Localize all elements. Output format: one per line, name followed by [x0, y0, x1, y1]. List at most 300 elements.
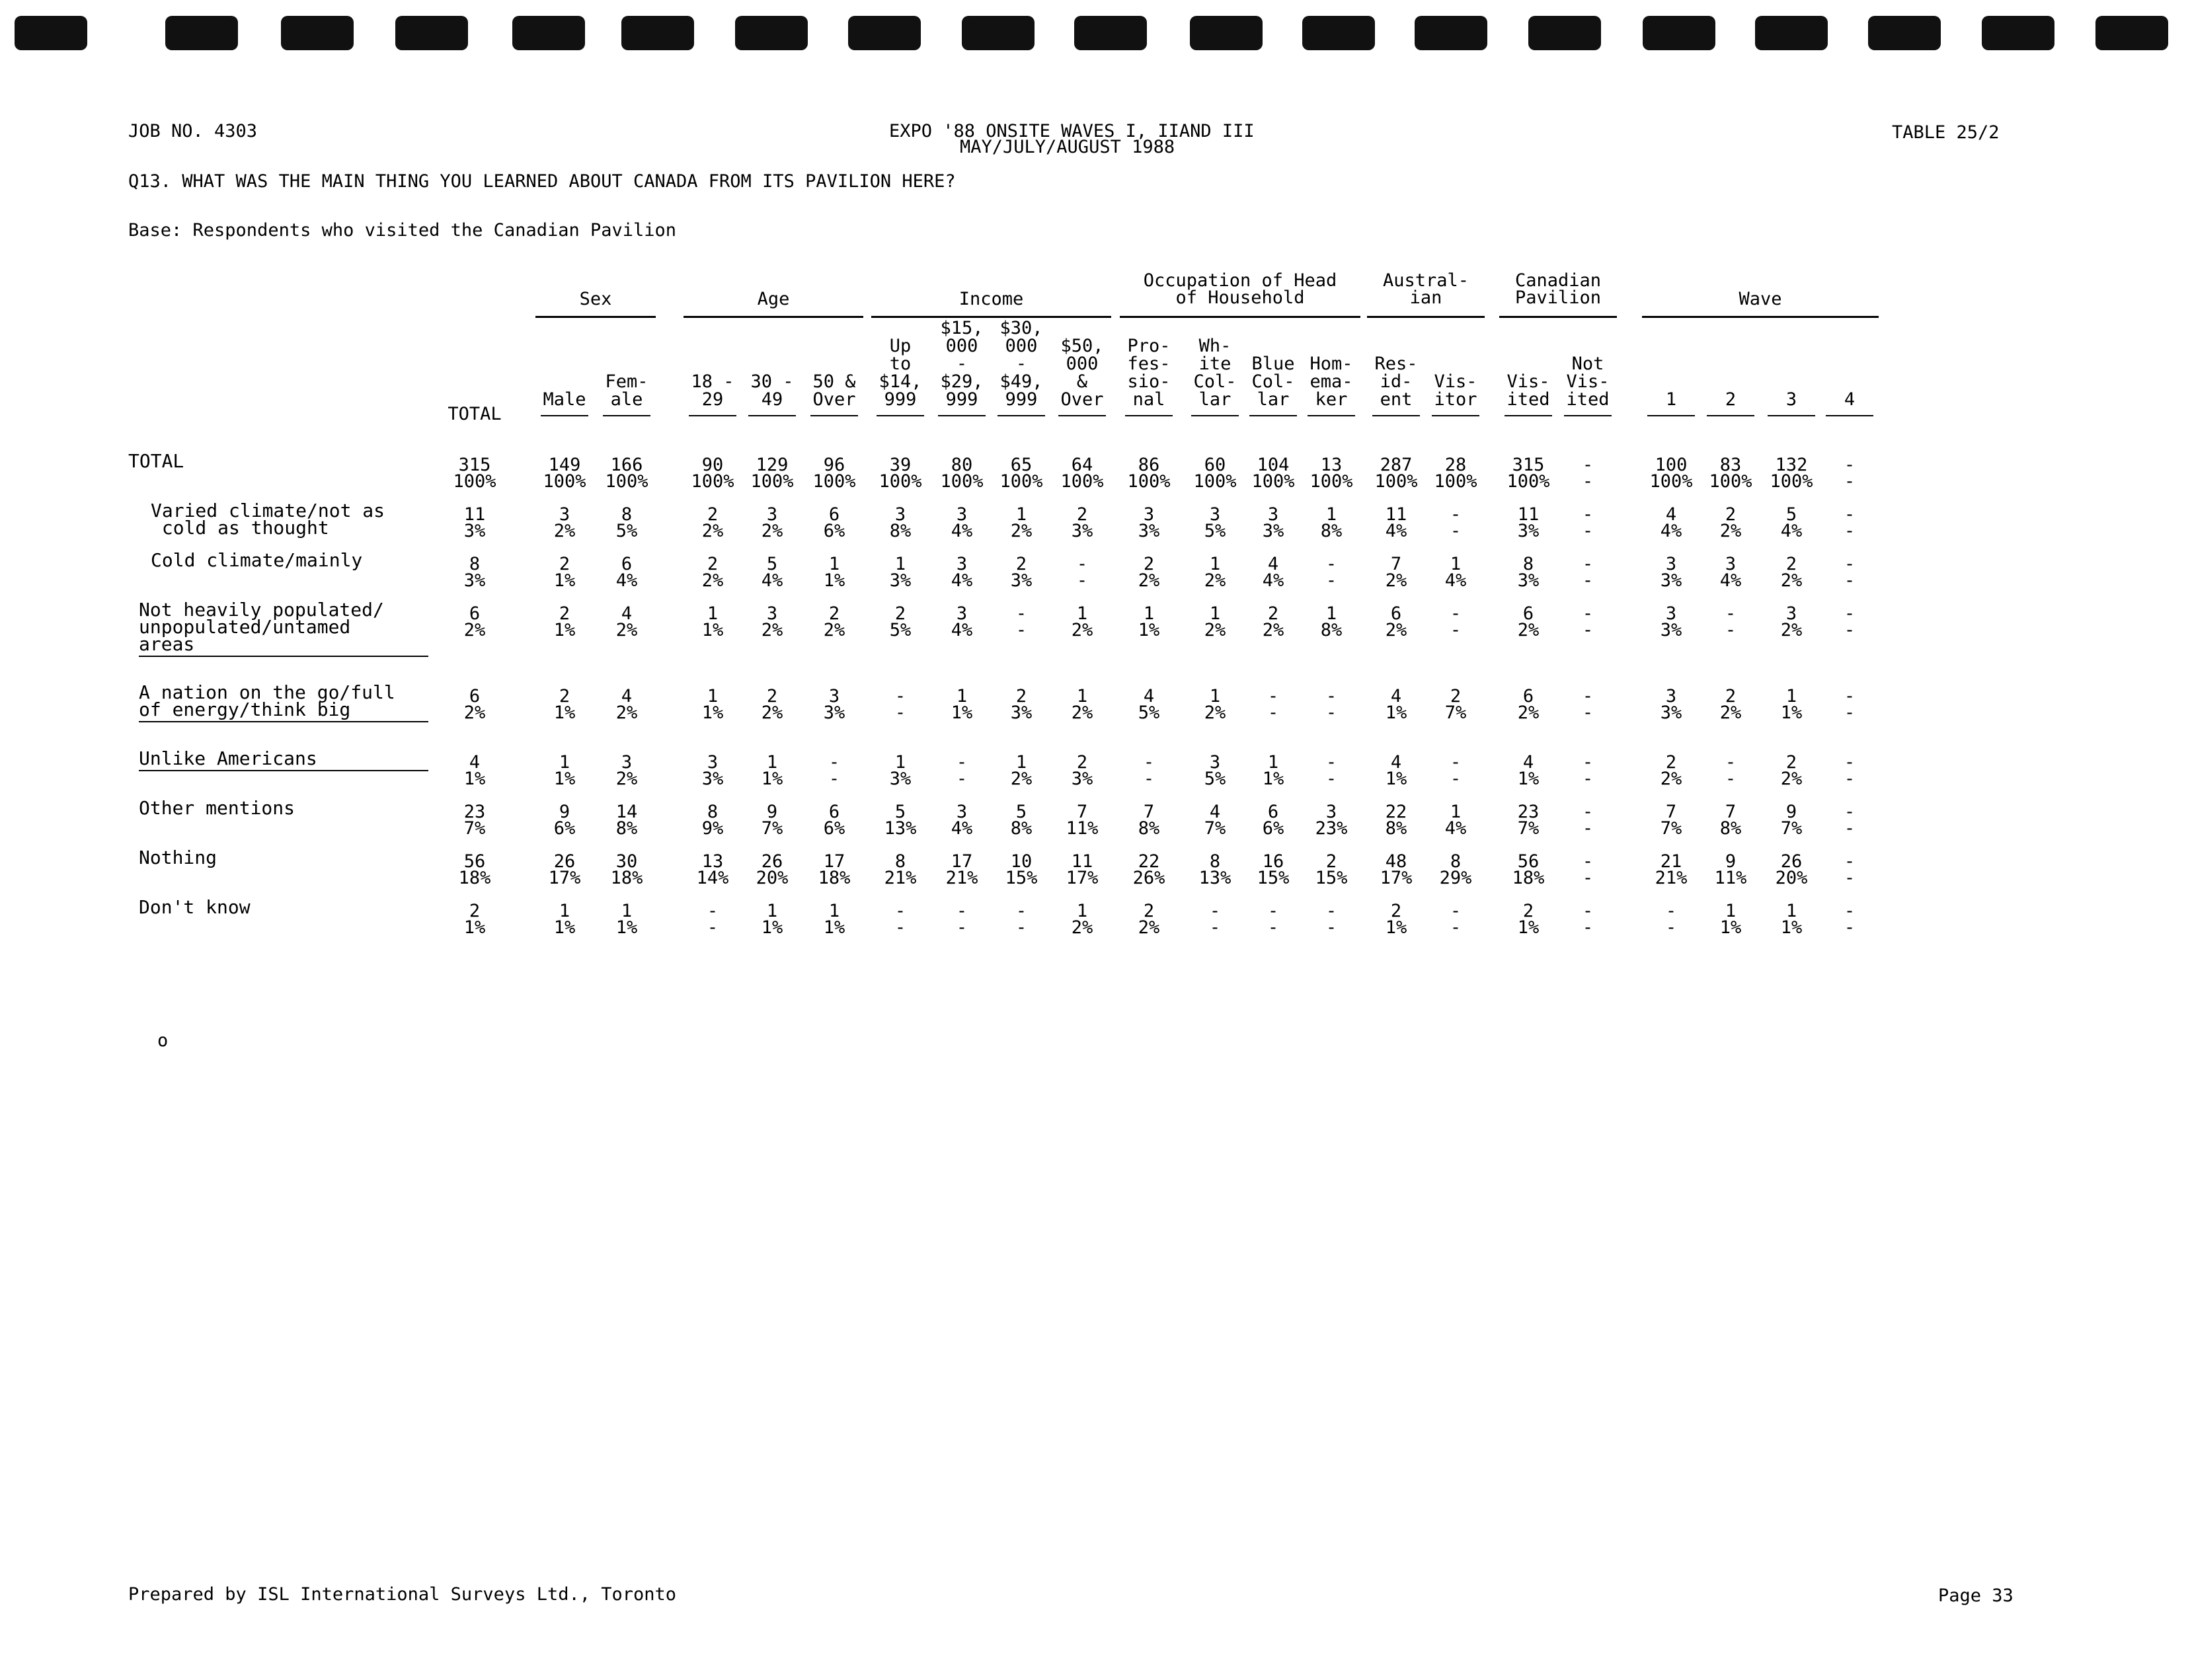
- cell-percent: -: [1450, 620, 1462, 640]
- cell-count: 1: [894, 752, 906, 773]
- cell-percent: 18%: [610, 868, 643, 888]
- cell-percent: 2%: [463, 703, 486, 723]
- column-header-blue-collar: Blue Col- lar: [1251, 354, 1295, 410]
- cell-count: 6: [1267, 802, 1279, 822]
- column-underline: [1308, 415, 1355, 416]
- column-header-visited: Vis- ited: [1506, 371, 1550, 410]
- cell-percent: -: [1582, 521, 1594, 541]
- cell-count: -: [956, 901, 968, 921]
- cell-percent: 8%: [1719, 818, 1742, 839]
- cell-percent: 4%: [615, 570, 638, 591]
- cell-count: 1: [1076, 603, 1088, 624]
- cell-percent: 1%: [553, 917, 576, 938]
- cell-percent: 21%: [1655, 868, 1688, 888]
- group-underline: [871, 316, 1111, 318]
- cell-count: 1: [1143, 603, 1155, 624]
- cell-percent: 1%: [553, 703, 576, 723]
- cell-count: 1: [1785, 686, 1797, 706]
- cell-percent: 4%: [761, 570, 783, 591]
- cell-percent: -: [1267, 703, 1279, 723]
- row-label-not-heavily-populated: Not heavily populated/ unpopulated/untamed areas: [139, 599, 384, 655]
- cell-percent: 21%: [884, 868, 917, 888]
- cell-count: 1: [621, 901, 633, 921]
- cell-count: 26: [1780, 851, 1803, 872]
- cell-count: 26: [553, 851, 576, 872]
- cell-percent: 3%: [1262, 521, 1284, 541]
- cell-percent: 7%: [1517, 818, 1540, 839]
- cell-count: 2: [1785, 554, 1797, 574]
- column-underline: [1505, 415, 1552, 416]
- cell-count: 2: [1665, 752, 1677, 773]
- cell-percent: -: [1582, 769, 1594, 789]
- cell-percent: 1%: [823, 917, 845, 938]
- cell-count: -: [1844, 504, 1856, 525]
- cell-percent: 100%: [1251, 471, 1295, 492]
- cell-count: 11: [1517, 504, 1540, 525]
- cell-count: 22: [1138, 851, 1160, 872]
- cell-count: 4: [1390, 686, 1402, 706]
- column-underline: [1432, 415, 1479, 416]
- cell-percent: 100%: [453, 471, 496, 492]
- column-underline: [1191, 415, 1239, 416]
- cell-count: 100: [1655, 455, 1688, 475]
- cell-count: -: [1844, 851, 1856, 872]
- cell-count: 3: [766, 603, 778, 624]
- cell-percent: 1%: [951, 703, 973, 723]
- cell-count: 1: [1209, 686, 1221, 706]
- cell-count: -: [1582, 603, 1594, 624]
- cell-percent: -: [1450, 917, 1462, 938]
- cell-count: 1: [828, 901, 840, 921]
- cell-count: 3: [956, 554, 968, 574]
- cell-count: 4: [1665, 504, 1677, 525]
- cell-count: 6: [621, 554, 633, 574]
- cell-percent: 2%: [1719, 521, 1742, 541]
- cell-percent: 18%: [1512, 868, 1545, 888]
- cell-count: 2: [1015, 686, 1027, 706]
- cell-count: -: [1015, 603, 1027, 624]
- cell-count: 3: [956, 603, 968, 624]
- cell-percent: 20%: [756, 868, 789, 888]
- cell-percent: 100%: [1127, 471, 1171, 492]
- job-number: JOB NO. 4303: [128, 121, 258, 141]
- row-label-cold-climate: Cold climate/mainly: [151, 549, 363, 571]
- cell-percent: -: [1209, 917, 1221, 938]
- cell-count: 3: [1209, 504, 1221, 525]
- table-number: TABLE 25/2: [1892, 122, 2000, 143]
- column-underline: [1768, 415, 1815, 416]
- cell-count: 7: [1143, 802, 1155, 822]
- cell-count: 3: [956, 802, 968, 822]
- cell-count: 11: [1385, 504, 1407, 525]
- cell-percent: 9%: [701, 818, 724, 839]
- column-underline: [603, 415, 650, 416]
- cell-count: -: [1844, 603, 1856, 624]
- cell-percent: -: [1844, 868, 1856, 888]
- group-underline: [1499, 316, 1617, 318]
- column-underline: [810, 415, 858, 416]
- cell-percent: -: [1015, 917, 1027, 938]
- column-underline: [1647, 415, 1695, 416]
- cell-percent: 3%: [889, 570, 912, 591]
- cell-count: -: [1844, 686, 1856, 706]
- cell-percent: 1%: [761, 769, 783, 789]
- cell-percent: 1%: [553, 570, 576, 591]
- cell-count: 1: [1209, 603, 1221, 624]
- cell-percent: 1%: [463, 769, 486, 789]
- cell-percent: -: [828, 769, 840, 789]
- cell-percent: 18%: [818, 868, 851, 888]
- cell-count: -: [828, 752, 840, 773]
- cell-percent: 21%: [945, 868, 978, 888]
- cell-count: 1: [1450, 554, 1462, 574]
- cell-percent: 8%: [1385, 818, 1407, 839]
- cell-percent: 3%: [463, 521, 486, 541]
- cell-count: 1: [1325, 603, 1337, 624]
- cell-percent: 4%: [1660, 521, 1682, 541]
- cell-count: 2: [828, 603, 840, 624]
- cell-count: 30: [615, 851, 638, 872]
- column-header-not-visited: Not Vis- ited: [1566, 354, 1610, 410]
- cell-count: 7: [1725, 802, 1737, 822]
- cell-count: 4: [1267, 554, 1279, 574]
- question-text: Q13. WHAT WAS THE MAIN THING YOU LEARNED ABOUT CANADA FROM ITS PAVILION HERE?: [128, 171, 956, 192]
- cell-percent: 4%: [1385, 521, 1407, 541]
- cell-count: -: [1325, 901, 1337, 921]
- column-underline: [1826, 415, 1873, 416]
- column-underline: [1564, 415, 1612, 416]
- cell-count: 2: [1267, 603, 1279, 624]
- cell-percent: 2%: [1385, 570, 1407, 591]
- cell-count: 5: [1785, 504, 1797, 525]
- cell-percent: 17%: [1380, 868, 1413, 888]
- cell-percent: 100%: [999, 471, 1043, 492]
- cell-count: 1: [1076, 901, 1088, 921]
- group-underline: [1642, 316, 1879, 318]
- cell-percent: -: [707, 917, 719, 938]
- cell-count: 1: [1725, 901, 1737, 921]
- cell-count: 1: [894, 554, 906, 574]
- column-underline: [877, 415, 924, 416]
- cell-count: 16: [1262, 851, 1284, 872]
- column-header-wave-2: 2: [1725, 389, 1737, 410]
- cell-percent: -: [1725, 620, 1737, 640]
- cell-percent: 3%: [1010, 570, 1033, 591]
- cell-percent: -: [1076, 570, 1088, 591]
- cell-count: 3: [894, 504, 906, 525]
- column-group-header: Income: [958, 289, 1024, 309]
- cell-count: 166: [610, 455, 643, 475]
- cell-percent: -: [1325, 570, 1337, 591]
- cell-percent: 2%: [1071, 917, 1093, 938]
- column-group-header: Austral- ian: [1382, 270, 1469, 308]
- cell-count: 39: [889, 455, 912, 475]
- cell-count: -: [1844, 455, 1856, 475]
- cell-count: 1: [1209, 554, 1221, 574]
- cell-count: 8: [1209, 851, 1221, 872]
- cell-percent: 2%: [1780, 620, 1803, 640]
- cell-count: 11: [1071, 851, 1093, 872]
- cell-count: -: [1582, 752, 1594, 773]
- page-mark: o: [157, 1030, 169, 1051]
- row-label-nothing: Nothing: [139, 847, 217, 868]
- cell-count: 86: [1138, 455, 1160, 475]
- cell-count: 22: [1385, 802, 1407, 822]
- column-group-header: Sex: [579, 289, 612, 309]
- cell-count: -: [1844, 802, 1856, 822]
- cell-count: 1: [766, 752, 778, 773]
- cell-percent: 15%: [1315, 868, 1348, 888]
- cell-percent: 3%: [701, 769, 724, 789]
- cell-percent: -: [1325, 703, 1337, 723]
- cell-count: -: [1582, 455, 1594, 475]
- cell-count: 287: [1380, 455, 1413, 475]
- cell-percent: 100%: [1310, 471, 1353, 492]
- cell-count: 4: [1143, 686, 1155, 706]
- cell-percent: 2%: [553, 521, 576, 541]
- row-label-unlike-americans: Unlike Americans: [139, 747, 317, 769]
- cell-percent: -: [1844, 471, 1856, 492]
- cell-percent: 100%: [1374, 471, 1418, 492]
- cell-percent: 5%: [1138, 703, 1160, 723]
- cell-percent: 4%: [1719, 570, 1742, 591]
- cell-count: 2: [1143, 901, 1155, 921]
- cell-count: -: [707, 901, 719, 921]
- cell-percent: 2%: [1385, 620, 1407, 640]
- cell-count: -: [894, 901, 906, 921]
- cell-count: 1: [828, 554, 840, 574]
- cell-percent: 5%: [889, 620, 912, 640]
- cell-percent: 7%: [463, 818, 486, 839]
- cell-count: 1: [1325, 504, 1337, 525]
- cell-percent: 5%: [1204, 769, 1226, 789]
- cell-count: 1: [559, 752, 570, 773]
- cell-percent: 1%: [761, 917, 783, 938]
- cell-percent: 1%: [701, 620, 724, 640]
- cell-count: -: [1725, 752, 1737, 773]
- cell-percent: 3%: [1010, 703, 1033, 723]
- cell-count: -: [1844, 901, 1856, 921]
- column-underline: [997, 415, 1045, 416]
- cell-percent: 1%: [1385, 703, 1407, 723]
- cell-count: 3: [1143, 504, 1155, 525]
- cell-count: 9: [766, 802, 778, 822]
- cell-percent: -: [1844, 703, 1856, 723]
- cell-count: -: [1267, 901, 1279, 921]
- cell-percent: -: [1325, 769, 1337, 789]
- cell-count: 7: [1390, 554, 1402, 574]
- cell-count: 149: [548, 455, 581, 475]
- cell-percent: 1%: [1719, 917, 1742, 938]
- cell-percent: 3%: [1660, 703, 1682, 723]
- report-dates: MAY/JULY/AUGUST 1988: [960, 137, 1175, 157]
- cell-percent: 7%: [1780, 818, 1803, 839]
- cell-count: 6: [828, 802, 840, 822]
- cell-count: 1: [956, 686, 968, 706]
- cell-count: 9: [1725, 851, 1737, 872]
- row-underline: [139, 770, 428, 771]
- cell-percent: 1%: [553, 620, 576, 640]
- cell-count: 2: [559, 554, 570, 574]
- cell-count: 26: [761, 851, 783, 872]
- column-underline: [748, 415, 796, 416]
- cell-percent: -: [1844, 769, 1856, 789]
- cell-count: 2: [1450, 686, 1462, 706]
- cell-percent: 2%: [1138, 570, 1160, 591]
- cell-percent: -: [1582, 818, 1594, 839]
- cell-percent: 23%: [1315, 818, 1348, 839]
- cell-count: 13: [701, 851, 724, 872]
- cell-count: 2: [1725, 504, 1737, 525]
- cell-percent: 3%: [889, 769, 912, 789]
- cell-percent: 7%: [1660, 818, 1682, 839]
- cell-count: 8: [1450, 851, 1462, 872]
- cell-percent: 2%: [761, 620, 783, 640]
- column-header-total: TOTAL: [448, 404, 502, 424]
- cell-percent: 1%: [1517, 917, 1540, 938]
- cell-percent: 4%: [951, 620, 973, 640]
- cell-count: -: [1582, 901, 1594, 921]
- column-header-wave-1: 1: [1665, 389, 1677, 410]
- column-header-female: Fem- ale: [605, 371, 648, 410]
- cell-percent: 29%: [1439, 868, 1472, 888]
- cell-percent: 100%: [691, 471, 734, 492]
- cell-percent: 100%: [1434, 471, 1477, 492]
- cell-count: 1: [1015, 504, 1027, 525]
- row-underline: [139, 721, 428, 722]
- cell-count: 6: [1390, 603, 1402, 624]
- group-underline: [684, 316, 863, 318]
- cell-percent: 2%: [615, 769, 638, 789]
- cell-percent: 17%: [1066, 868, 1099, 888]
- group-underline: [1367, 316, 1485, 318]
- cell-percent: 8%: [1010, 818, 1033, 839]
- cell-count: 3: [1665, 686, 1677, 706]
- cell-percent: -: [1725, 769, 1737, 789]
- cell-count: -: [1325, 554, 1337, 574]
- cell-count: 132: [1775, 455, 1808, 475]
- cell-percent: -: [1844, 570, 1856, 591]
- cell-count: 1: [1450, 802, 1462, 822]
- cell-percent: 2%: [1204, 703, 1226, 723]
- cell-count: 21: [1660, 851, 1682, 872]
- column-header-income-30000-49999: $30, 000 - $49, 999: [999, 318, 1043, 410]
- cell-percent: 15%: [1005, 868, 1038, 888]
- cell-count: 4: [1209, 802, 1221, 822]
- cell-count: -: [1450, 504, 1462, 525]
- cell-percent: 1%: [1262, 769, 1284, 789]
- cell-count: 2: [1015, 554, 1027, 574]
- cell-percent: -: [894, 917, 906, 938]
- cell-percent: 11%: [1066, 818, 1099, 839]
- cell-percent: -: [1450, 769, 1462, 789]
- cell-percent: 100%: [1770, 471, 1813, 492]
- cell-count: 3: [956, 504, 968, 525]
- cell-percent: 4%: [1444, 570, 1467, 591]
- cell-count: 7: [1665, 802, 1677, 822]
- cell-count: 129: [756, 455, 789, 475]
- cell-percent: 6%: [823, 521, 845, 541]
- cell-percent: -: [1844, 521, 1856, 541]
- cell-count: 2: [1076, 752, 1088, 773]
- cell-count: 4: [1390, 752, 1402, 773]
- column-underline: [938, 415, 986, 416]
- cell-percent: -: [1450, 521, 1462, 541]
- cell-count: 1: [766, 901, 778, 921]
- cell-percent: 2%: [1517, 620, 1540, 640]
- cell-count: -: [1325, 686, 1337, 706]
- cell-percent: -: [1582, 703, 1594, 723]
- column-underline: [1707, 415, 1754, 416]
- cell-count: 2: [1325, 851, 1337, 872]
- cell-percent: 1%: [823, 570, 845, 591]
- cell-percent: 3%: [1138, 521, 1160, 541]
- cell-percent: 100%: [1506, 471, 1550, 492]
- cell-percent: 100%: [543, 471, 586, 492]
- cell-percent: 2%: [1660, 769, 1682, 789]
- cell-count: 3: [766, 504, 778, 525]
- cell-percent: 2%: [1204, 620, 1226, 640]
- cell-count: 1: [1785, 901, 1797, 921]
- row-label-nation-on-the-go: A nation on the go/full of energy/think big: [139, 681, 395, 720]
- cell-count: 11: [463, 504, 486, 525]
- cell-count: 3: [1665, 603, 1677, 624]
- cell-percent: 1%: [615, 917, 638, 938]
- cell-count: 6: [469, 603, 481, 624]
- cell-percent: 6%: [1262, 818, 1284, 839]
- cell-count: -: [1582, 802, 1594, 822]
- cell-count: 64: [1071, 455, 1093, 475]
- cell-percent: 100%: [879, 471, 922, 492]
- cell-count: -: [1582, 686, 1594, 706]
- cell-percent: -: [894, 703, 906, 723]
- cell-count: 1: [1015, 752, 1027, 773]
- column-header-age-50-over: 50 & Over: [812, 371, 856, 410]
- column-underline: [689, 415, 736, 416]
- cell-count: 83: [1719, 455, 1742, 475]
- cell-count: 80: [951, 455, 973, 475]
- column-header-male: Male: [543, 389, 586, 410]
- cell-percent: 2%: [823, 620, 845, 640]
- cell-percent: 2%: [615, 703, 638, 723]
- cell-percent: 6%: [823, 818, 845, 839]
- column-underline: [541, 415, 588, 416]
- cell-count: 3: [1267, 504, 1279, 525]
- cell-count: 3: [1785, 603, 1797, 624]
- cell-percent: 2%: [1071, 620, 1093, 640]
- cell-count: 13: [1320, 455, 1343, 475]
- cell-percent: 20%: [1775, 868, 1808, 888]
- cell-count: 2: [1522, 901, 1534, 921]
- cell-percent: 26%: [1132, 868, 1165, 888]
- cell-percent: 7%: [761, 818, 783, 839]
- cell-count: 8: [707, 802, 719, 822]
- group-underline: [1120, 316, 1360, 318]
- cell-count: -: [1209, 901, 1221, 921]
- cell-percent: 8%: [889, 521, 912, 541]
- column-underline: [1372, 415, 1420, 416]
- cell-count: 90: [701, 455, 724, 475]
- cell-percent: 1%: [1385, 769, 1407, 789]
- cell-count: 7: [1076, 802, 1088, 822]
- column-group-header: Wave: [1739, 289, 1782, 309]
- cell-count: -: [1267, 686, 1279, 706]
- cell-percent: 2%: [1517, 703, 1540, 723]
- cell-count: 5: [1015, 802, 1027, 822]
- cell-count: 3: [559, 504, 570, 525]
- cell-percent: 100%: [940, 471, 984, 492]
- row-label-total: TOTAL: [128, 450, 184, 472]
